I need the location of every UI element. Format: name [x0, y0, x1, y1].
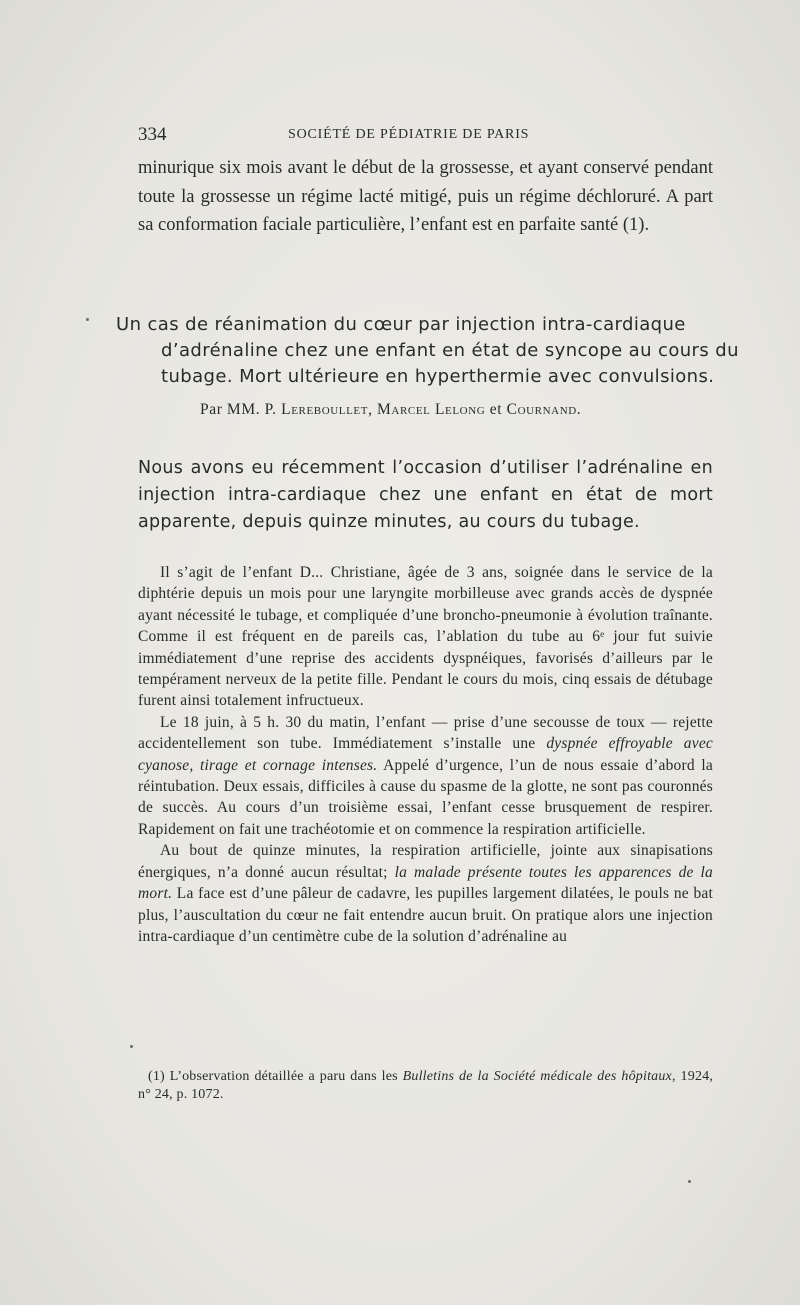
ink-speck	[688, 1180, 691, 1183]
author-lereboullet: Lereboullet	[281, 401, 369, 418]
author-cournand: Cournand	[506, 401, 577, 418]
para3-end: La face est d’une pâleur de cadavre, les pupilles largement dilatées, le pouls ne bat plus, l’auscultation du cœur ne fait entendre aucun bruit. On pratique alors une injection intra-cardiaque d’un centimètre cube de la solution d’adrénaline au	[138, 885, 713, 945]
article-authors: Par MM. P. Lereboullet, Marcel Lelong et Cournand.	[200, 401, 582, 418]
page-number: 334	[138, 124, 167, 145]
intro-text: minurique six mois avant le début de la grossesse, et ayant conservé pendant toute la grossesse un régime lacté mitigé, puis un régime déchloruré. A part sa conformation faciale particulière, l’enfant est en parfaite santé (1).	[138, 158, 713, 235]
intro-paragraph	[138, 154, 713, 240]
lead-paragraph	[138, 455, 713, 536]
para2-start: Le 18 juin, à 5 h. 30 du matin, l’enfant — prise d’une secousse de toux — rejette accidentellement son tube. Immédiatement s’installe une	[138, 713, 713, 753]
article-title	[116, 312, 739, 390]
page-header	[138, 124, 713, 146]
footnote-end: 1924, n° 24, p. 1072.	[138, 1069, 714, 1102]
footnote-italic: Bulletins de la Société médicale des hôpitaux,	[402, 1069, 676, 1084]
body-paragraph-1: Il s’agit de l’enfant D... Christiane, âgée de 3 ans, soignée dans le service de la diphtérie depuis un mois pour une laryngite morbilleuse avec grands accès de dyspnée ayant nécessité le tubage, et compliquée d’une broncho-pneumonie à évolution traînante. Comme il est fréquent en de pareils cas, l’ablation du tube au 6ᵉ jour fut suivie immédiatement d’une reprise des accidents dyspnéiques, favorisés d’ailleurs par le tempérament nerveux de la petite fille. Pendant le cours du mois, cinq essais de détubage furent ainsi totalement infructueux.	[138, 564, 713, 710]
footnote	[138, 1068, 713, 1104]
author-lelong: Marcel Lelong	[377, 401, 486, 418]
para3-italic: la malade présente toutes les apparences de la mort.	[138, 863, 714, 903]
footnote-text	[138, 1068, 713, 1104]
authors-joiner: et	[489, 401, 503, 418]
title-line-1: Un cas de réanimation du cœur par injection intra-cardiaque	[116, 314, 686, 335]
authors-prefix: Par MM. P.	[200, 401, 277, 418]
footnote-start: (1) L’observation détaillée a paru dans les	[148, 1069, 398, 1084]
article-body	[138, 562, 713, 947]
body-paragraph-2	[138, 712, 713, 840]
title-line-2: d’adrénaline chez une enfant en état de syncope au cours du	[161, 340, 739, 361]
title-line-3: tubage. Mort ultérieure en hyperthermie avec convulsions.	[161, 366, 715, 387]
ink-speck	[130, 1045, 133, 1048]
body-paragraph-3	[138, 840, 713, 947]
para2-italic: dyspnée effroyable avec cyanose, tirage et cornage intenses.	[138, 735, 713, 774]
para2-end: Appelé d’urgence, l’un de nous essaie d’abord la réintubation. Deux essais, difficiles à cause du spasme de la glotte, ne sont pas couronnés de succès. Au cours d’un troisième essai, l’enfant cesse brusquement de respirer. Rapidement on fait une trachéotomie et on commence la respiration artificielle.	[138, 756, 713, 838]
running-title: SOCIÉTÉ DE PÉDIATRIE DE PARIS	[288, 127, 530, 142]
para3-start: Au bout de quinze minutes, la respiration artificielle, jointe aux sinapisations énergiques, n’a donné aucun résultat;	[138, 842, 713, 881]
ink-speck	[86, 318, 89, 321]
lead-text: Nous avons eu récemment l’occasion d’utiliser l’adrénaline en injection intra-cardiaque chez une enfant en état de mort apparente, depuis quinze minutes, au cours du tubage.	[138, 458, 713, 532]
